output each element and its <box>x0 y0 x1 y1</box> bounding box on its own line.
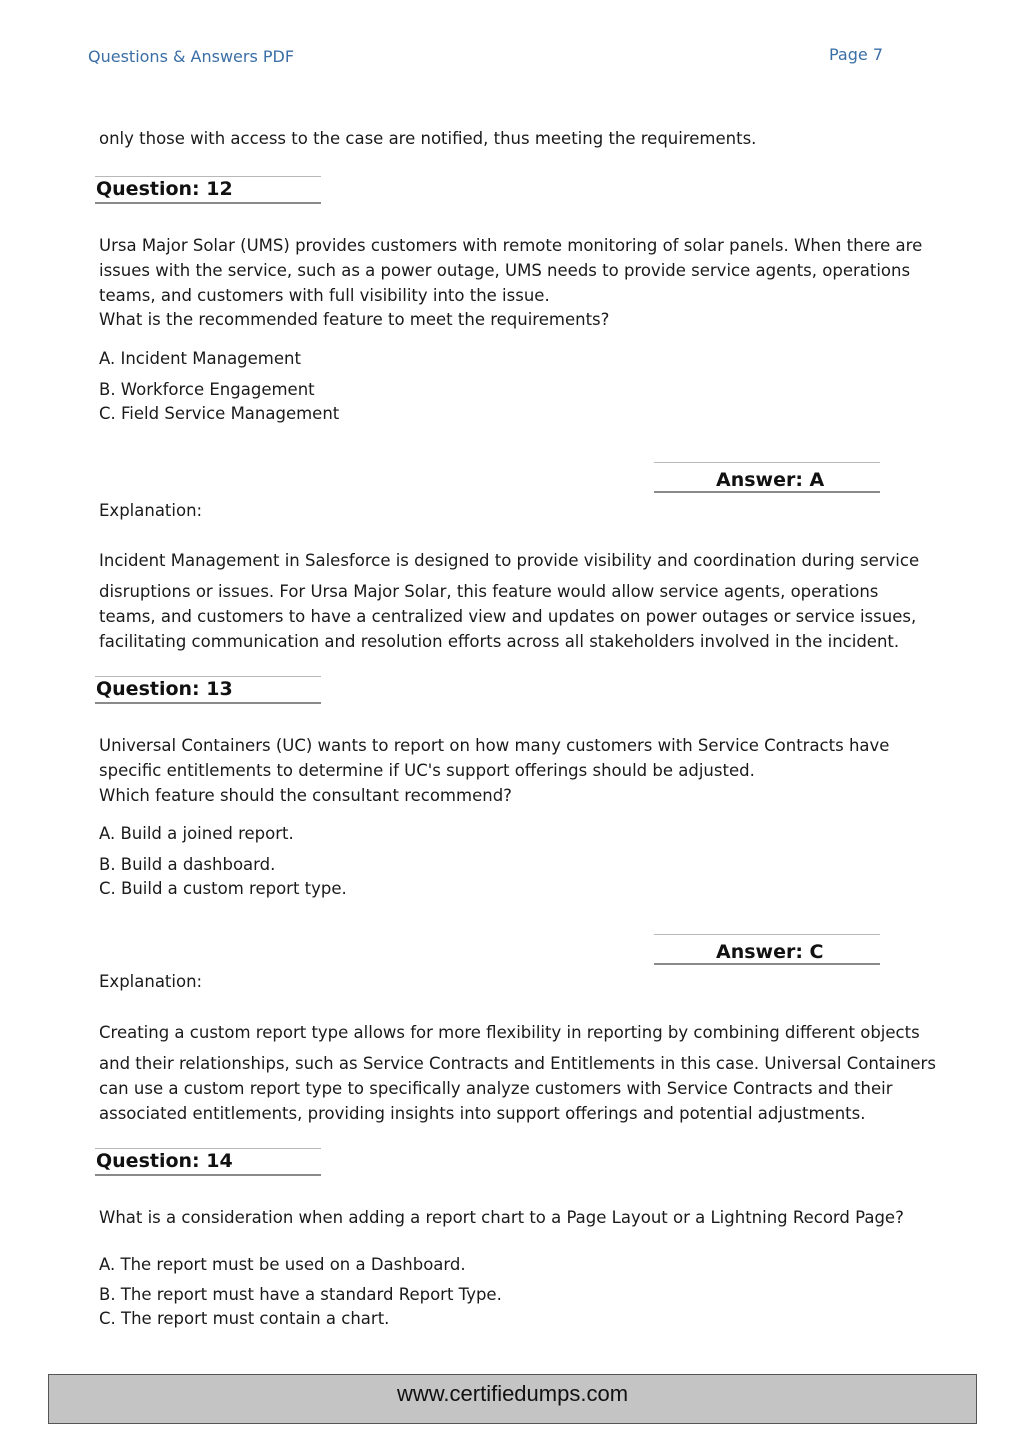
answer-12-box <box>654 462 880 493</box>
question-13-title: Question: 13 <box>96 678 233 700</box>
question-12-title: Question: 12 <box>96 178 233 200</box>
question-13-text: Which feature should the consultant recommend? <box>99 786 512 805</box>
question-14-option-b: B. The report must have a standard Report Type. <box>99 1285 502 1304</box>
explanation-13-label: Explanation: <box>99 972 203 991</box>
question-13-option-c: C. Build a custom report type. <box>99 879 347 898</box>
question-13-text: Universal Containers (UC) wants to report on how many customers with Service Contracts have <box>99 736 890 755</box>
footer-url[interactable]: www.certifiedumps.com <box>396 1381 629 1406</box>
question-13-option-a: A. Build a joined report. <box>99 824 294 843</box>
question-12-text: Ursa Major Solar (UMS) provides customers with remote monitoring of solar panels. When there are <box>99 236 923 255</box>
answer-13-box <box>654 934 880 965</box>
explanation-12-text: facilitating communication and resolution efforts across all stakeholders involved in the incident. <box>99 632 900 651</box>
explanation-13-text: Creating a custom report type allows for more flexibility in reporting by combining different objects <box>99 1023 920 1042</box>
question-12-option-a: A. Incident Management <box>99 349 301 368</box>
page-number: Page 7 <box>829 45 883 64</box>
question-14-option-a: A. The report must be used on a Dashboard. <box>99 1255 466 1274</box>
answer-13: Answer: C <box>716 941 824 963</box>
explanation-13-text: and their relationships, such as Service Contracts and Entitlements in this case. Universal Containers <box>99 1054 936 1073</box>
question-12-text: issues with the service, such as a power outage, UMS needs to provide service agents, operations <box>99 261 911 280</box>
explanation-12-text: disruptions or issues. For Ursa Major Solar, this feature would allow service agents, operations <box>99 582 879 601</box>
explanation-13-text: associated entitlements, providing insights into support offerings and potential adjustments. <box>99 1104 866 1123</box>
question-12-text: What is the recommended feature to meet the requirements? <box>99 310 610 329</box>
question-14-option-c: C. The report must contain a chart. <box>99 1309 390 1328</box>
question-12-option-c: C. Field Service Management <box>99 404 340 423</box>
question-12-text: teams, and customers with full visibility into the issue. <box>99 286 550 305</box>
question-12-heading <box>95 176 321 204</box>
explanation-12-label: Explanation: <box>99 501 203 520</box>
intro-text: only those with access to the case are notified, thus meeting the requirements. <box>99 129 757 148</box>
question-13-option-b: B. Build a dashboard. <box>99 855 276 874</box>
footer-bar <box>48 1374 977 1424</box>
question-14-heading <box>95 1148 321 1176</box>
question-13-heading <box>95 676 321 704</box>
explanation-12-text: teams, and customers to have a centralized view and updates on power outages or service issues, <box>99 607 917 626</box>
question-14-text: What is a consideration when adding a report chart to a Page Layout or a Lightning Record Page? <box>99 1208 904 1227</box>
header-title: Questions & Answers PDF <box>88 47 295 66</box>
explanation-12-text: Incident Management in Salesforce is designed to provide visibility and coordination during service <box>99 551 920 570</box>
answer-12: Answer: A <box>716 469 825 491</box>
question-12-option-b: B. Workforce Engagement <box>99 380 315 399</box>
question-13-text: specific entitlements to determine if UC's support offerings should be adjusted. <box>99 761 755 780</box>
explanation-13-text: can use a custom report type to specifically analyze customers with Service Contracts and their <box>99 1079 893 1098</box>
question-14-title: Question: 14 <box>96 1150 233 1172</box>
